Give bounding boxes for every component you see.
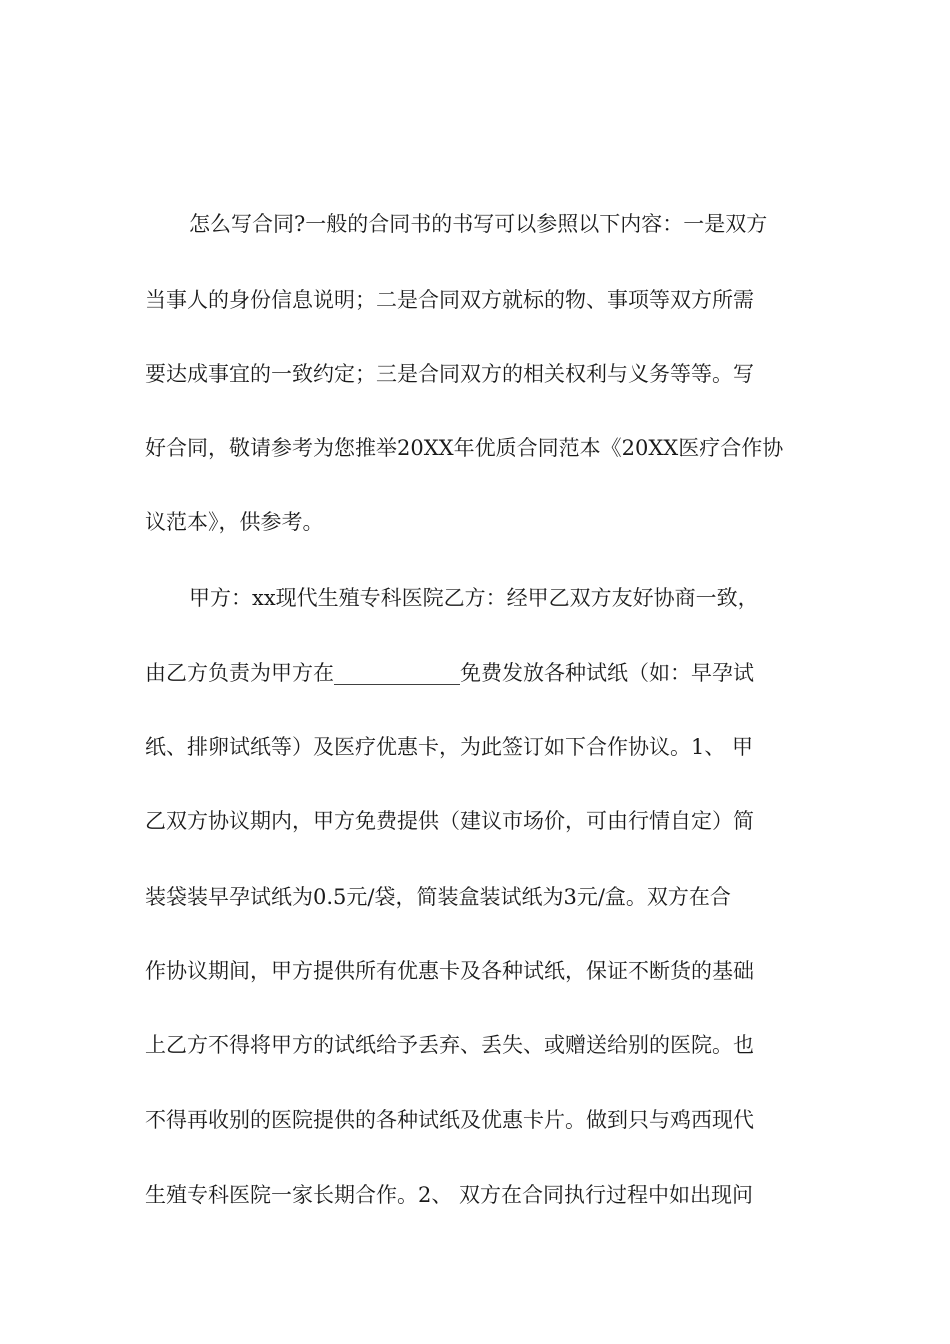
paragraph-2-line-4: 乙双方协议期内，甲方免费提供（建议市场价，可由行情自定）简 (145, 809, 754, 833)
paragraph-2-line-6: 作协议期间，甲方提供所有优惠卡及各种试纸，保证不断货的基础 (145, 959, 754, 983)
paragraph-2-line-1: 甲方：xx现代生殖专科医院乙方：经甲乙双方友好协商一致， (189, 586, 759, 610)
paragraph-1-line-1: 怎么写合同?一般的合同书的书写可以参照以下内容：一是双方 (189, 212, 768, 236)
paragraph-2-line-3: 纸、排卵试纸等）及医疗优惠卡，为此签订如下合作协议。1、 甲 (145, 735, 754, 759)
paragraph-1-line-4: 好合同，敬请参考为您推举20XX年优质合同范本《20XX医疗合作协 (145, 436, 784, 460)
paragraph-2-line-8: 不得再收别的医院提供的各种试纸及优惠卡片。做到只与鸡西现代 (145, 1108, 754, 1132)
paragraph-1-line-3: 要达成事宜的一致约定；三是合同双方的相关权利与义务等等。写 (145, 362, 754, 386)
paragraph-2-line-9: 生殖专科医院一家长期合作。2、 双方在合同执行过程中如出现问 (145, 1183, 754, 1207)
paragraph-1-line-5: 议范本》，供参考。 (145, 510, 324, 534)
paragraph-1-line-2: 当事人的身份信息说明；二是合同双方就标的物、事项等双方所需 (145, 288, 754, 312)
paragraph-2-line-7: 上乙方不得将甲方的试纸给予丢弃、丢失、或赠送给别的医院。也 (145, 1033, 754, 1057)
paragraph-2-line-2: 由乙方负责为甲方在____________免费发放各种试纸（如：早孕试 (145, 661, 754, 685)
paragraph-2-line-5: 装袋装早孕试纸为0.5元/袋，简装盒装试纸为3元/盒。双方在合 (145, 885, 731, 909)
